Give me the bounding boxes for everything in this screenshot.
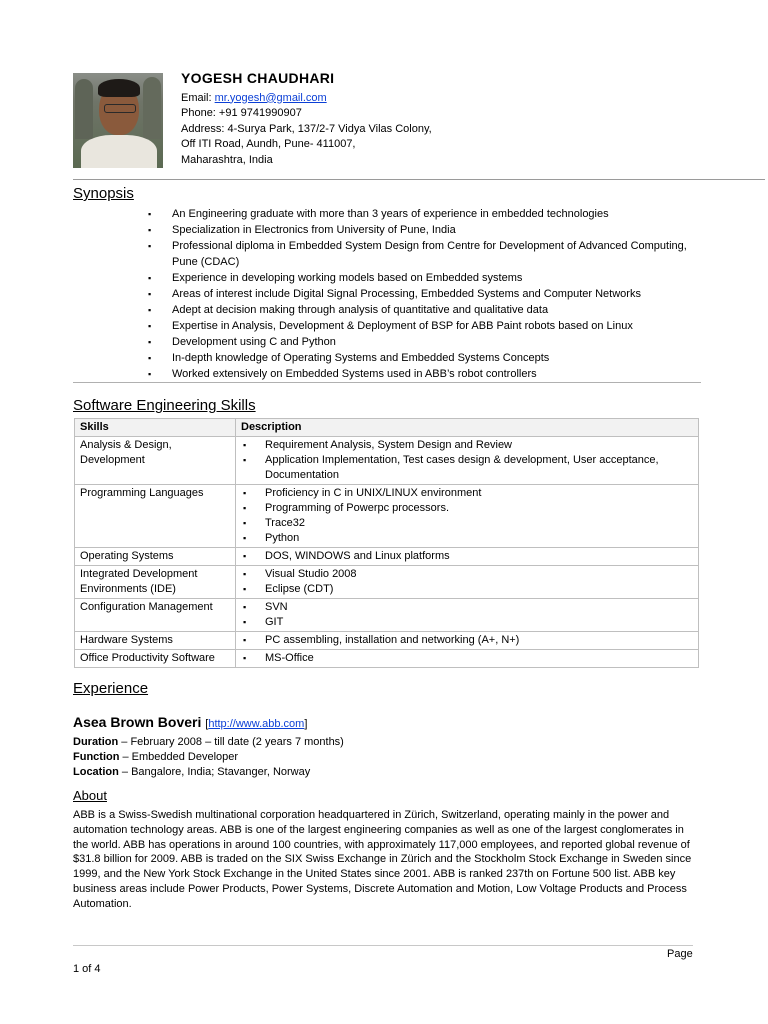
company-name: Asea Brown Boveri (73, 714, 202, 730)
photo-background-arch (75, 79, 93, 139)
skill-description-list (241, 567, 693, 597)
synopsis-divider (73, 382, 701, 383)
skill-name: Configuration Management (75, 599, 236, 632)
email-label: Email: (181, 91, 212, 104)
skill-name: Analysis & Design, Development (75, 437, 236, 485)
photo-shirt (81, 135, 157, 168)
skill-description (236, 437, 699, 485)
skill-description-list (241, 438, 693, 483)
phone-line: Phone: +91 9741990907 (181, 107, 302, 120)
skills-table-header-row (75, 419, 699, 437)
list-item: ▪ Visual Studio 2008 (241, 567, 693, 582)
address-line-2: Off ITI Road, Aundh, Pune- 411007, (181, 138, 356, 151)
skill-description (236, 548, 699, 566)
list-item: ▪ Proficiency in C in UNIX/LINUX environment (241, 486, 693, 501)
skill-description-list (241, 486, 693, 546)
skill-description-list (241, 633, 693, 648)
description-column-header: Description (236, 419, 699, 437)
function-value: – Embedded Developer (119, 751, 239, 763)
duration-line (73, 735, 344, 750)
address-line-1: Address: 4-Surya Park, 137/2-7 Vidya Vilas Colony, (181, 122, 432, 135)
table-row (75, 548, 699, 566)
photo-hair (98, 79, 140, 97)
about-heading: About (73, 788, 107, 803)
list-item: ▪ GIT (241, 615, 693, 630)
synopsis-item: ▪ Professional diploma in Embedded System Design from Centre for Development of Advanced Computing, Pune (CDAC) (145, 239, 705, 271)
email-line (181, 91, 432, 107)
job-details (73, 735, 344, 780)
experience-heading: Experience (73, 680, 149, 697)
location-line (73, 765, 344, 780)
table-row (75, 437, 699, 485)
location-value: – Bangalore, India; Stavanger, Norway (118, 766, 311, 778)
page-number: 1 of 4 (73, 963, 101, 975)
company-url-link[interactable]: http://www.abb.com (208, 718, 305, 730)
list-item: ▪ Eclipse (CDT) (241, 582, 693, 597)
synopsis-item: ▪ Experience in developing working models based on Embedded systems (145, 271, 705, 287)
header-divider (73, 179, 765, 180)
photo-background-arch (143, 77, 161, 139)
skill-name: Integrated Development Environments (IDE) (75, 566, 236, 599)
synopsis-heading: Synopsis (73, 185, 134, 202)
skill-description-list (241, 651, 693, 666)
list-item: ▪ Application Implementation, Test cases design & development, User acceptance, Documentation (241, 453, 693, 483)
skills-table (74, 418, 699, 668)
duration-value: – February 2008 – till date (2 years 7 months) (118, 736, 344, 748)
table-row (75, 485, 699, 548)
skill-description (236, 485, 699, 548)
skill-description (236, 599, 699, 632)
table-row (75, 599, 699, 632)
company-line (73, 714, 307, 730)
candidate-name: YOGESH CHAUDHARI (181, 70, 335, 86)
about-paragraph: ABB is a Swiss-Swedish multinational corporation headquartered in Zürich, Switzerland, operating mainly in the power and automation technology areas. ABB is one of the largest engineering companies as well as one of the largest conglomerates in the world. ABB has operations in around 100 countries, with approximately 117,000 employees, and reported global revenue of $31.8 billion for 2009. ABB is traded on the SIX Swiss Exchange in Zürich and the Stockholm Stock Exchange in Sweden since 1999, and the New York Stock Exchange in the United States since 2001. ABB is ranked 237th on Fortune 500 list. ABB key business areas include Power Products, Power Systems, Discrete Automation and Motion, Low Voltage Products and Process Automation. (73, 809, 692, 910)
list-item: ▪ DOS, WINDOWS and Linux platforms (241, 549, 693, 564)
skill-description-list (241, 600, 693, 630)
skill-name: Programming Languages (75, 485, 236, 548)
company-url-close: ] (304, 718, 308, 730)
list-item: ▪ PC assembling, installation and networking (A+, N+) (241, 633, 693, 648)
list-item: ▪ SVN (241, 600, 693, 615)
address-line-3: Maharashtra, India (181, 153, 273, 166)
synopsis-item: ▪ In-depth knowledge of Operating Systems and Embedded Systems Concepts (145, 351, 705, 367)
synopsis-list (145, 207, 705, 383)
list-item: ▪ Python (241, 531, 693, 546)
synopsis-item: ▪ Worked extensively on Embedded Systems used in ABB’s robot controllers (145, 367, 705, 383)
photo-glasses (104, 104, 136, 113)
table-row (75, 566, 699, 599)
skill-description-list (241, 549, 693, 564)
list-item: ▪ Requirement Analysis, System Design and Review (241, 438, 693, 453)
table-row (75, 632, 699, 650)
duration-label: Duration (73, 736, 119, 748)
contact-header (181, 71, 432, 169)
skill-description (236, 650, 699, 668)
email-link[interactable]: mr.yogesh@gmail.com (214, 91, 327, 104)
footer-divider (73, 945, 693, 946)
function-label: Function (73, 751, 120, 763)
list-item: ▪ MS-Office (241, 651, 693, 666)
skill-name: Hardware Systems (75, 632, 236, 650)
skill-name: Operating Systems (75, 548, 236, 566)
synopsis-item: ▪ An Engineering graduate with more than 3 years of experience in embedded technologies (145, 207, 705, 223)
skill-description (236, 632, 699, 650)
company-url-open: [ (205, 718, 209, 730)
list-item: ▪ Trace32 (241, 516, 693, 531)
location-label: Location (73, 766, 119, 778)
skill-name: Office Productivity Software (75, 650, 236, 668)
synopsis-item: ▪ Specialization in Electronics from University of Pune, India (145, 223, 705, 239)
synopsis-item: ▪ Development using C and Python (145, 335, 705, 351)
profile-photo (73, 73, 163, 168)
skill-description (236, 566, 699, 599)
skills-column-header: Skills (75, 419, 236, 437)
list-item: ▪ Programming of Powerpc processors. (241, 501, 693, 516)
page-label: Page (667, 948, 693, 960)
skills-heading: Software Engineering Skills (73, 397, 256, 414)
synopsis-item: ▪ Areas of interest include Digital Signal Processing, Embedded Systems and Computer Networks (145, 287, 705, 303)
function-line (73, 750, 344, 765)
synopsis-item: ▪ Expertise in Analysis, Development & Deployment of BSP for ABB Paint robots based on Linux (145, 319, 705, 335)
table-row (75, 650, 699, 668)
synopsis-item: ▪ Adept at decision making through analysis of quantitative and qualitative data (145, 303, 705, 319)
